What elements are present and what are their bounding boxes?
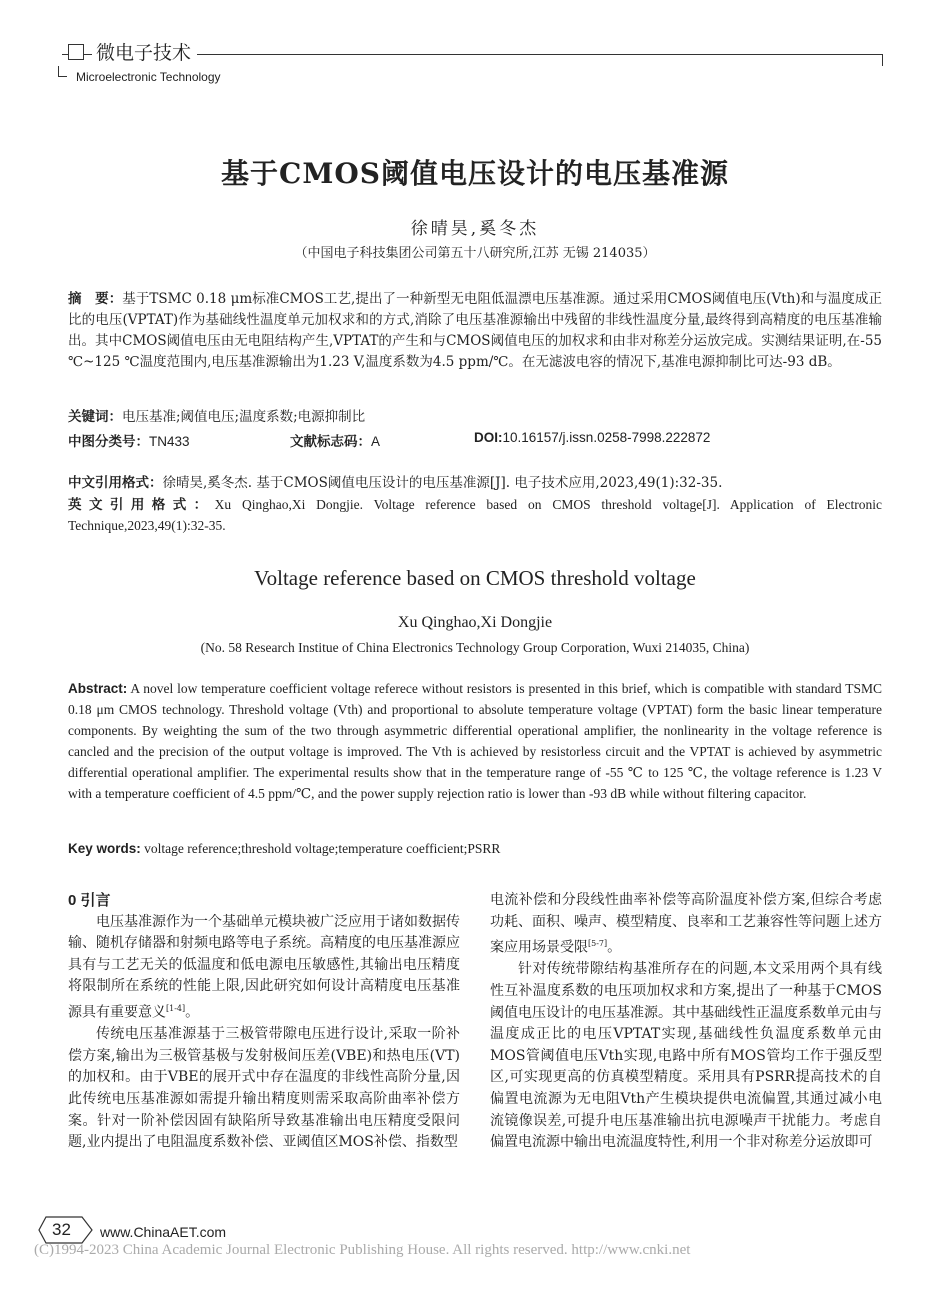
journal-name-en: Microelectronic Technology: [76, 70, 221, 84]
left-p1-text: 电压基准源作为一个基础单元模块被广泛应用于诸如数据传输、随机存储器和射频电路等电子系统。高精度的电压基准源应具有与工艺无关的低温度和低电源电压敏感性,其输出电压精度将限制所在系统的性能上限,因此研究如何设计高精度电压基准源具有重要意义: [68, 913, 460, 1021]
affiliation-en: (No. 58 Research Institue of China Electronics Technology Group Corporation, Wuxi 214035, China): [200, 640, 750, 655]
ref-5-7[interactable]: [5-7]: [588, 939, 608, 949]
affiliation-cn: （中国电子科技集团公司第五十八研究所,江苏 无锡 214035）: [294, 246, 656, 261]
authors-cn: 徐晴昊,奚冬杰: [410, 219, 540, 239]
page-number: 32: [52, 1220, 71, 1239]
clc-value: TN433: [149, 434, 190, 449]
doccode-value: A: [371, 434, 381, 449]
abstract-text: 基于TSMC 0.18 μm标准CMOS工艺,提出了一种新型无电阻低温漂电压基准源。通过采用CMOS阈值电压(Vth)和与温度成正比的电压(VPTAT)作为基础线性温度单元加权求和的方式,消除了电压基准源输出中残留的非线性温度分量,最终得到高精度的电压基准输出。其中CMOS阈值电压由无电阻结构产生,VPTAT的产生和与CMOS阈值电压的加权求和由非对称差分运放完成。实测结果证明,在-55 ℃~125 ℃温度范围内,电压基准源输出为1.23 V,温度系数为4.5 ppm/℃。在无滤波电容的情况下,基准电源抑制比可达-93 dB。: [68, 291, 882, 370]
abstract-cn: [68, 288, 882, 373]
right-paragraph-1: 电流补偿和分段线性曲率补偿等高阶温度补偿方案,但综合考虑功耗、面积、噪声、模型精度、良率和工艺兼容性等问题上述方案应用场景受限[5-7]。: [490, 892, 882, 956]
citation-en: [68, 494, 882, 536]
doi-row: [474, 430, 710, 446]
website-link[interactable]: www.ChinaAET.com: [100, 1224, 227, 1240]
left-paragraph-1: 电压基准源作为一个基础单元模块被广泛应用于诸如数据传输、随机存储器和射频电路等电子系统。高精度的电压基准源应具有与工艺无关的低温度和低电源电压敏感性,其输出电压精度将限制所在系统的性能上限,因此研究如何设计高精度电压基准源具有重要意义[1-4]。: [68, 913, 460, 1021]
paper-title: 基于CMOS阈值电压设计的电压基准源: [221, 157, 729, 190]
section-heading: 0 引言: [68, 892, 111, 909]
right-paragraph-2: 针对传统带隙结构基准所存在的问题,本文采用两个具有线性互补温度系数的电压项加权求和方案,提出了一种基于CMOS阈值电压设计的电压基准源。其中基础线性正温度系数单元由与温度成正比的电压VPTAT实现,基础线性负温度系数单元由MOS管阈值电压Vth实现,电路中所有MOS管均工作于强反型区,可实现更高的仿真模型精度。采用具有PSRR提高技术的自偏置电流源为无电阻Vth产生模块提供电流偏置,其通过减小电流镜像误差,可提升电压基准输出抗电源噪声干扰能力。考虑自偏置电流源中输出电流温度特性,利用一个非对称差分运放即可: [490, 961, 882, 1151]
keywords-en-text: voltage reference;threshold voltage;temperature coefficient;PSRR: [144, 841, 501, 856]
keywords-cn: [68, 406, 882, 428]
abstract-en-label: Abstract:: [68, 681, 128, 696]
keywords-text: 电压基准;阈值电压;温度系数;电源抑制比: [122, 409, 366, 425]
doi-label: DOI:: [474, 430, 503, 445]
journal-name-cn: 微电子技术: [92, 38, 197, 65]
abstract-en-text: A novel low temperature coefficient voltage referece without resistors is presented in this brief, which is compatible with standard TSMC 0.18 μm CMOS technology. Threshold voltage (Vth) and proportional to absolute temperature voltage (VPTAT) form the basic linear temperature components. By weighting the sum of the two through asymmetric differential operational amplifier, the nonlinearity in the voltage reference is cancled and the precision of the output voltage is improved. The Vth is achieved by resistorless circuit and the VPTAT is achieved by asymmetric differential operational amplifier. The experimental results show that in the temperature range of -55 ℃ to 125 ℃, the voltage reference is 1.23 V with a temperature coefficient of 4.5 ppm/℃, and the power supply rejection ratio is lower than -93 dB while without filtering capacitor.: [68, 681, 882, 801]
header-corner-right: [872, 54, 883, 66]
clc-row: [68, 430, 190, 450]
keywords-en-label: Key words:: [68, 841, 141, 856]
left-paragraph-2: 传统电压基准源基于三极管带隙电压进行设计,采取一阶补偿方案,输出为三极管基极与发射极间压差(VBE)和热电压(VT)的加权和。由于VBE的展开式中存在温度的非线性高阶分量,因此传统电压基准源如需提升输出精度则需采取高阶曲率补偿方案。针对一阶补偿因固有缺陷所导致基准输出电压精度受限问题,业内提出了电阻温度系数补偿、亚阈值区MOS补偿、指数型: [68, 1026, 460, 1151]
keywords-en: [68, 838, 882, 859]
doi-value[interactable]: 10.16157/j.issn.0258-7998.222872: [502, 430, 711, 445]
citation-en-text: Xu Qinghao,Xi Dongjie. Voltage reference based on CMOS threshold voltage[J]. Application of Electronic Technique,2023,49(1):32-35.: [68, 497, 882, 533]
clc-label: 中图分类号：: [68, 434, 149, 449]
abstract-label: 摘 要：: [68, 291, 123, 306]
citation-cn: [68, 472, 882, 494]
doccode-row: [290, 430, 380, 450]
header-corner-left: [58, 66, 67, 77]
paper-title-en: Voltage reference based on CMOS threshold voltage: [254, 566, 696, 590]
left-column: [68, 890, 460, 1154]
header-square-icon: [68, 44, 84, 60]
keywords-label: 关键词：: [68, 409, 122, 424]
authors-en: Xu Qinghao,Xi Dongjie: [397, 614, 553, 631]
copyright-watermark: (C)1994-2023 China Academic Journal Electronic Publishing House. All rights reserved. http://www.cnki.net: [34, 1242, 691, 1258]
right-p1-text: 电流补偿和分段线性曲率补偿等高阶温度补偿方案,但综合考虑功耗、面积、噪声、模型精度、良率和工艺兼容性等问题上述方案应用场景受限: [490, 892, 882, 956]
ref-1-4[interactable]: [1-4]: [166, 1003, 186, 1013]
doccode-label: 文献标志码：: [290, 434, 371, 449]
citation-en-label: 英文引用格式：: [68, 497, 215, 512]
abstract-en: [68, 678, 882, 804]
citation-cn-label: 中文引用格式：: [68, 475, 163, 490]
citation-cn-text: 徐晴昊,奚冬杰. 基于CMOS阈值电压设计的电压基准源[J]. 电子技术应用,2023,49(1):32-35.: [162, 475, 723, 491]
right-column: [490, 890, 882, 1154]
